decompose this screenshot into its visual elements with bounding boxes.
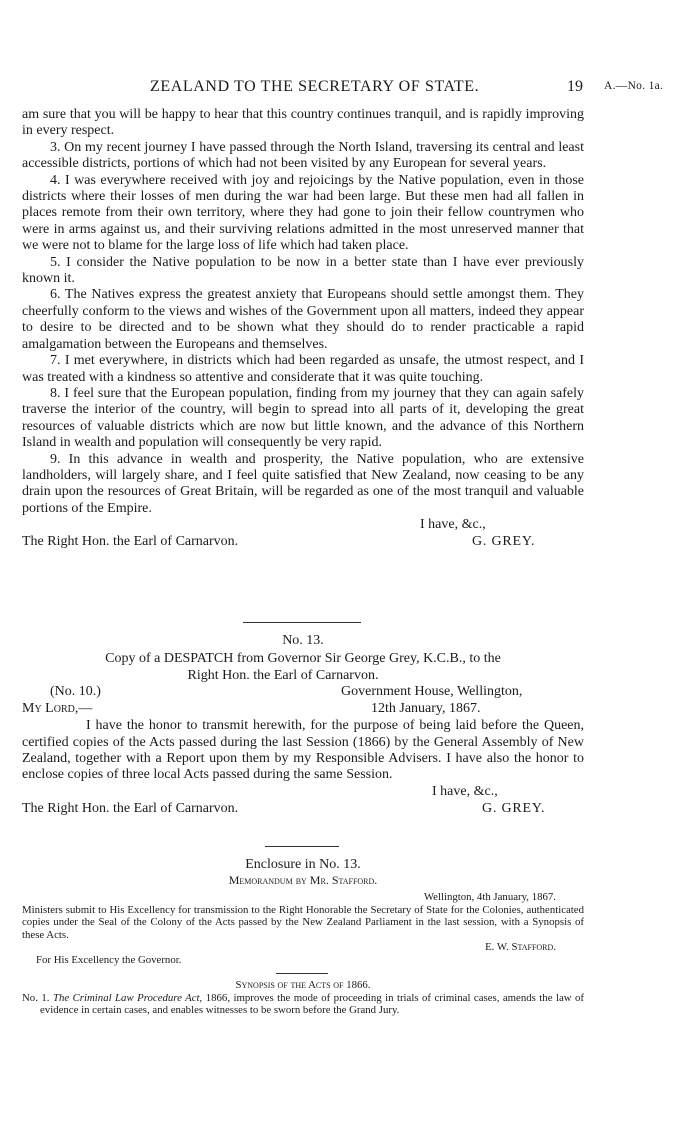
synopsis bbox=[22, 979, 584, 1017]
despatch-number: No. 13. bbox=[282, 633, 324, 648]
date: 12th January, 1867. bbox=[371, 701, 481, 717]
paragraph: am sure that you will be happy to hear that this country continues tranquil, and is rapidly improving in every respect. bbox=[22, 107, 584, 139]
synopsis-heading: Synopsis of the Acts of 1866. bbox=[235, 979, 371, 991]
memorandum-heading: Memorandum by Mr. Stafford. bbox=[228, 873, 378, 888]
signature: G. GREY. bbox=[482, 800, 546, 816]
synopsis-item bbox=[22, 992, 584, 1017]
salutation: My Lord,— bbox=[22, 701, 93, 717]
section-divider bbox=[265, 846, 339, 847]
closing: I have, &c., bbox=[420, 517, 486, 533]
enclosure-heading: Enclosure in No. 13. bbox=[245, 857, 361, 872]
despatch-13 bbox=[22, 633, 584, 818]
despatch-12-continued bbox=[22, 107, 584, 551]
section-divider bbox=[276, 973, 328, 974]
despatch-title-line2: Right Hon. the Earl of Carnarvon. bbox=[187, 667, 379, 683]
paragraph: 4. I was everywhere received with joy and rejoicings by the Native population, even in those districts where their losses of men during the war had been large. But these men had all fallen in places remote from their own territory, where they had gone to join their fellow countrymen who were in arms against us, and their surviving relations admitted in the most unreserved manner that we were not to blame for the large loss of life which had taken place. bbox=[22, 172, 584, 254]
closing-line bbox=[22, 517, 584, 534]
running-title: ZEALAND TO THE SECRETARY OF STATE. bbox=[150, 78, 480, 95]
addressee: The Right Hon. the Earl of Carnarvon. bbox=[22, 800, 239, 816]
page-number: 19 bbox=[567, 78, 583, 95]
memorandum bbox=[22, 891, 584, 967]
ref-line bbox=[22, 684, 584, 701]
memo-place-date: Wellington, 4th January, 1867. bbox=[423, 891, 556, 903]
date-line bbox=[22, 701, 584, 718]
act-title: The Criminal Law Procedure Act, bbox=[52, 991, 203, 1004]
signature-line bbox=[22, 801, 584, 818]
memo-signature: E. W. Stafford. bbox=[485, 941, 556, 954]
page-header bbox=[22, 78, 700, 98]
item-number: No. 1. bbox=[22, 991, 50, 1004]
memo-body: Ministers submit to His Excellency for transmission to the Right Honorable the Secretary of State for the Colonies, authenticated copies under the Seal of the Colony of the Acts passed by the New Zealand Parliament in the last session, with a Synopsis of these Acts. bbox=[22, 903, 584, 941]
place: Government House, Wellington, bbox=[341, 684, 523, 700]
closing-line bbox=[22, 784, 584, 801]
item-text: 1866, improves the mode of proceeding in trials of criminal cases, amends the law of evidence in certain cases, and enables witnesses to be sworn before the Grand Jury. bbox=[40, 991, 584, 1017]
signature-line bbox=[22, 534, 584, 551]
paragraph: 6. The Natives express the greatest anxiety that Europeans should settle amongst them. They cheerfully conform to the views and wishes of the Government upon all matters, indeed they appear to desire to be directed and to be shown what they should do to render practicable a rapid amalgamation between the Europeans and themselves. bbox=[22, 287, 584, 352]
addressee: The Right Hon. the Earl of Carnarvon. bbox=[22, 534, 239, 550]
despatch-ref: (No. 10.) bbox=[50, 684, 101, 700]
paragraph: 3. On my recent journey I have passed through the North Island, traversing its central and least accessible districts, portions of which had not been visited by any European for several years. bbox=[22, 139, 584, 172]
paragraph: 5. I consider the Native population to be now in a better state than I have ever previously known it. bbox=[22, 254, 584, 287]
paragraph: 7. I met everywhere, in districts which had been regarded as unsafe, the utmost respect, and I was treated with a kindness so attentive and considerate that it was quite touching. bbox=[22, 353, 584, 385]
closing: I have, &c., bbox=[432, 783, 498, 799]
enclosure-heading-block bbox=[22, 857, 584, 887]
despatch-title-line1: Copy of a DESPATCH from Governor Sir George Grey, K.C.B., to the bbox=[105, 651, 501, 667]
paragraph: 8. I feel sure that the European population, finding from my journey that they can again safely traverse the interior of the country, will begin to spread into all parts of it, developing the great resources of valuable districts which are now but little known, and the advance of this Northern Island in wealth and population will consequently be very rapid. bbox=[22, 385, 584, 451]
memo-for-line: For His Excellency the Governor. bbox=[36, 953, 182, 966]
despatch-body: I have the honor to transmit herewith, for the purpose of being laid before the Queen, certified copies of the Acts passed during the last Session (1866) by the General Assembly of New Zealand, together with a Report upon them by my Responsible Advisers. I have also the honor to enclose copies of three local Acts passed during the same Session. bbox=[22, 718, 584, 783]
document-reference: A.—No. 1a. bbox=[604, 80, 664, 92]
section-divider bbox=[243, 622, 361, 623]
signature: G. GREY. bbox=[472, 534, 536, 550]
paragraph: 9. In this advance in wealth and prosperity, the Native population, who are extensive landholders, will largely share, and I feel quite satisfied that New Zealand, now ceasing to be any drain upon the resources of Great Britain, will be regarded as one of the most tranquil and valuable portions of the Empire. bbox=[22, 451, 584, 516]
